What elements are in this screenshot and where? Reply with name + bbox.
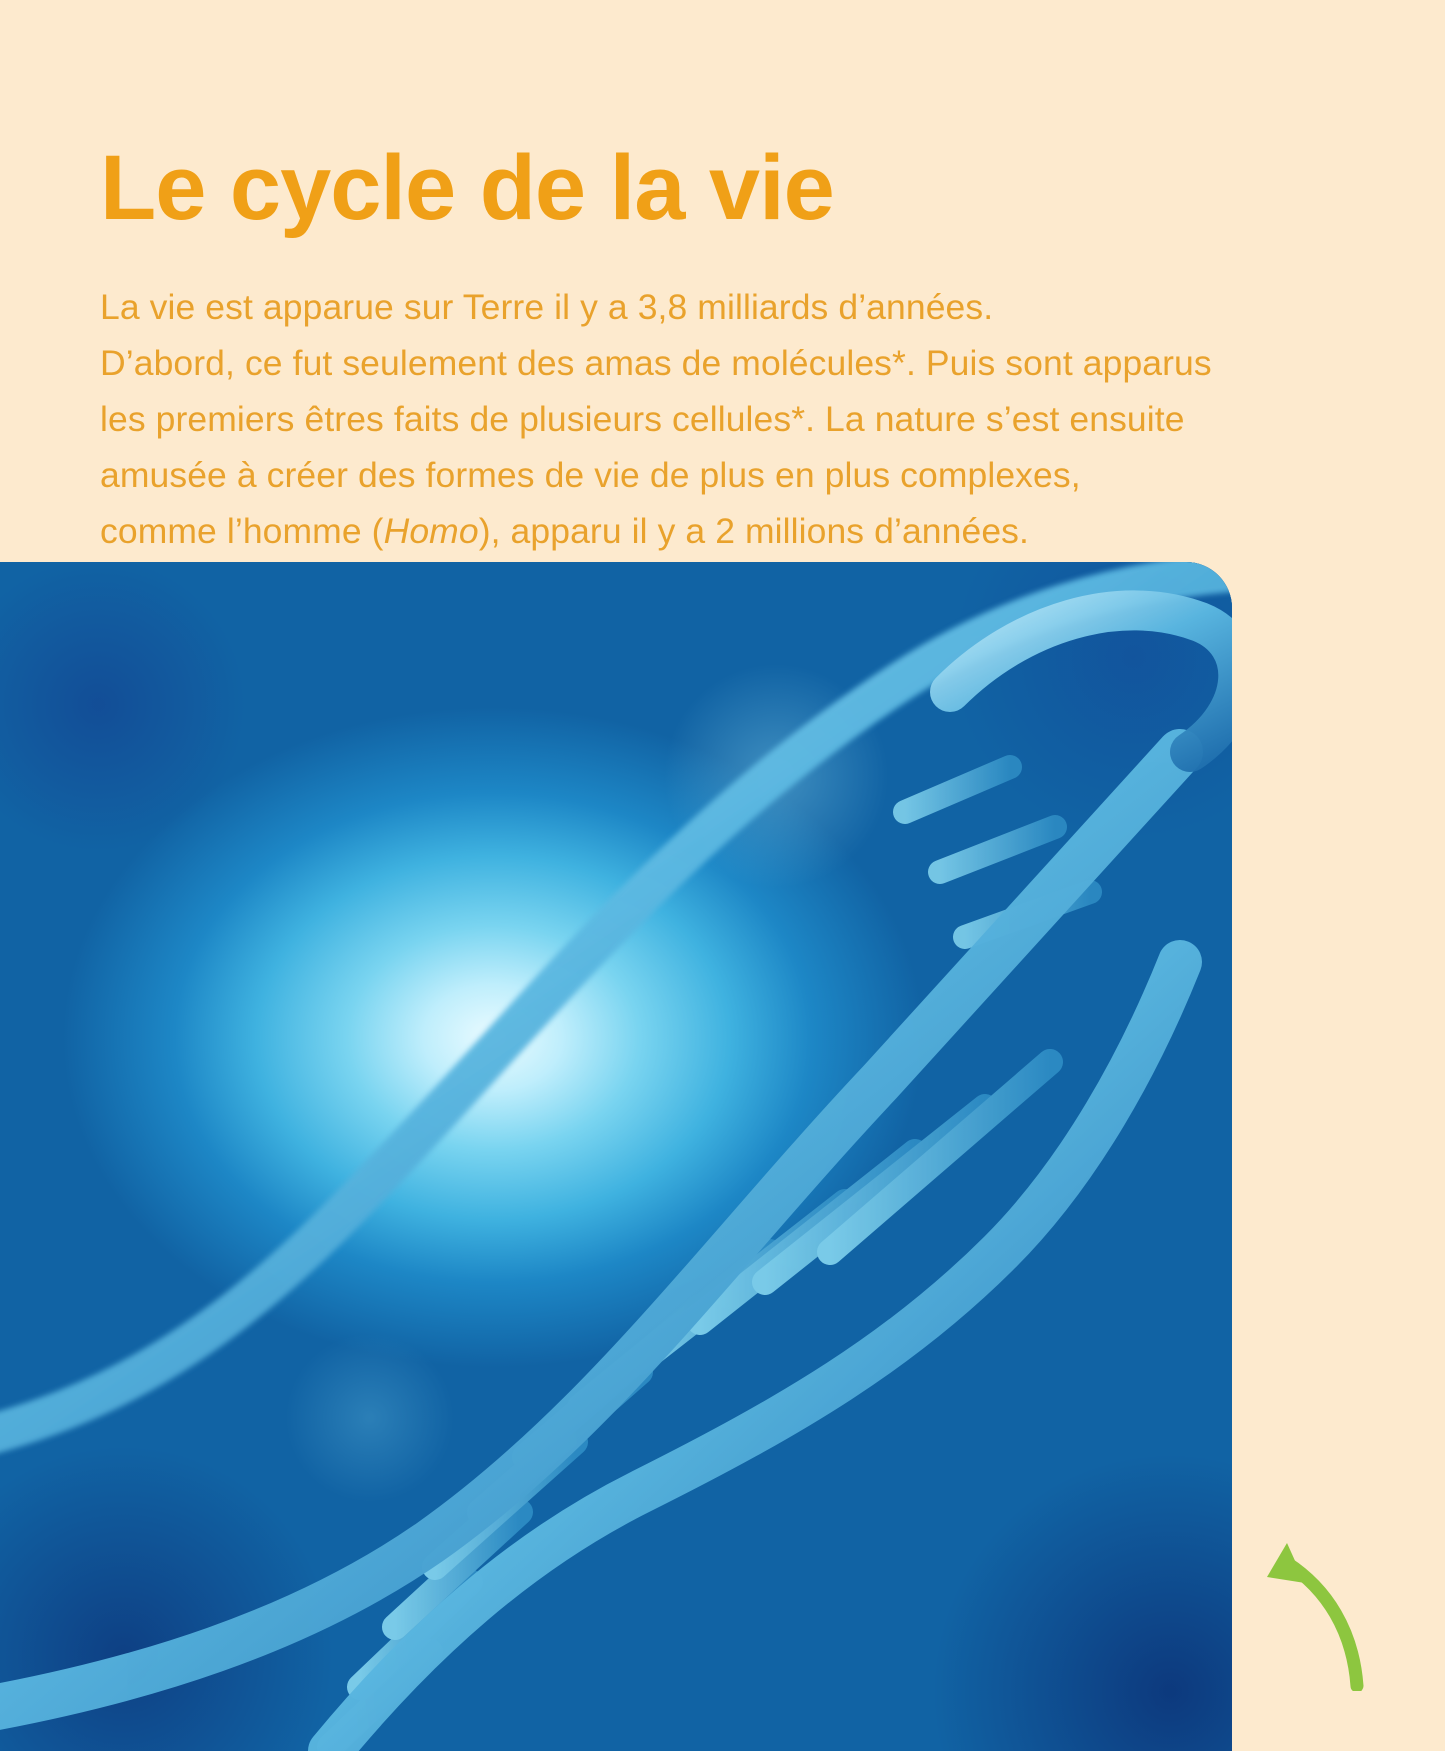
dna-photo — [0, 562, 1232, 1751]
intro-line-5-suffix: ), apparu il y a 2 millions d’années. — [478, 510, 1029, 551]
page-title: Le cycle de la vie — [100, 136, 834, 239]
intro-line-1: La vie est apparue sur Terre il y a 3,8 milliards d’années. — [100, 286, 994, 327]
intro-line-2: D’abord, ce fut seulement des amas de molécules*. Puis sont apparus — [100, 342, 1212, 383]
species-name-homo: Homo — [383, 510, 479, 551]
intro-line-3: les premiers êtres faits de plusieurs cellules*. La nature s’est ensuite — [100, 398, 1185, 439]
dna-helix-icon — [0, 562, 1232, 1751]
intro-paragraph — [100, 279, 1260, 559]
intro-line-5-prefix: comme l’homme ( — [100, 510, 384, 551]
intro-line-4: amusée à créer des formes de vie de plus en plus complexes, — [100, 454, 1081, 495]
